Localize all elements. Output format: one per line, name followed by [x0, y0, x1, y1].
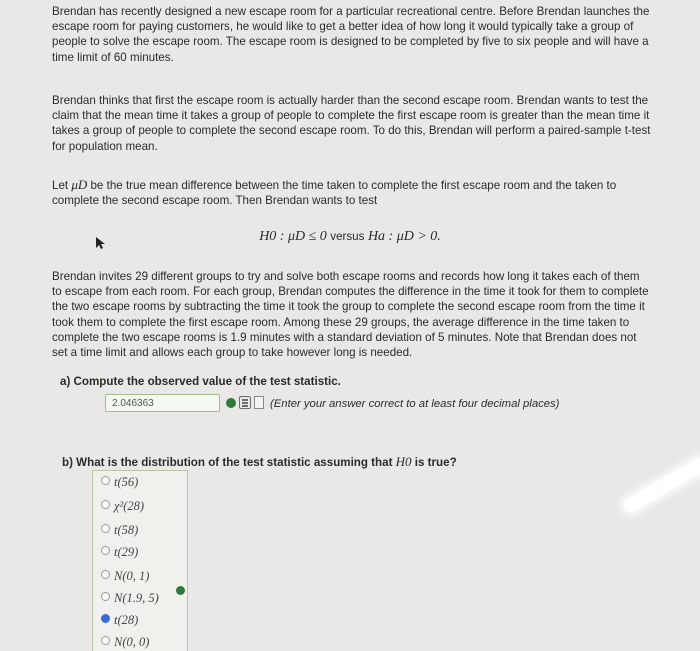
option-label: χ²(28) [114, 499, 145, 513]
option-n19-5[interactable] [101, 589, 159, 607]
radio-icon[interactable] [101, 570, 110, 579]
option-label: N(0, 0) [114, 635, 150, 649]
option-chi2-28[interactable] [101, 497, 144, 515]
radio-icon[interactable] [101, 524, 110, 533]
radio-icon[interactable] [101, 500, 110, 509]
versus-label: versus [330, 230, 365, 243]
part-b-text-before: b) What is the distribution of the test statistic assuming that [62, 456, 396, 469]
answer-preview-icon[interactable] [239, 396, 251, 409]
option-label: t(28) [114, 613, 139, 627]
radio-icon[interactable] [101, 546, 110, 555]
radio-icon[interactable] [101, 476, 110, 485]
option-t58[interactable] [101, 521, 138, 539]
answer-history-icon[interactable] [254, 396, 264, 409]
let-paragraph [52, 177, 652, 208]
claim-paragraph: Brendan thinks that first the escape room is actually harder than the second escape room. Brendan wants to test the claim that the mean time it takes a group of people to complete the first escape room is greater than the mean time it takes a group of people to complete the second escape room. To do this, Brendan will perform a paired-sample t-test for population mean. [52, 94, 651, 153]
option-label: N(1.9, 5) [114, 591, 159, 605]
mouse-cursor-icon [95, 236, 107, 250]
data-paragraph: Brendan invites 29 different groups to try and solve both escape rooms and records how long it takes each of them to escape from each room. For each group, Brendan computes the difference in the time it took for them to complete the two escape rooms by subtracting the time it took the group to complete the second escape room from the time it took them to complete the first escape room. Among these 29 groups, the average difference in the time taken to complete the two escape rooms is 1.9 minutes with a standard deviation of 5 minutes. Note that Brendan does not set a time limit and allows each group to take however long is needed. [52, 270, 649, 360]
part-b-question [62, 454, 457, 470]
let-text-after: be the true mean difference between the time taken to complete the first escape room and the taken to complete the second escape room. Then Brendan wants to test [52, 179, 617, 208]
option-label: t(58) [114, 523, 139, 537]
option-n01[interactable] [101, 567, 149, 585]
let-text-before: Let [52, 179, 72, 192]
radio-icon[interactable] [101, 636, 110, 645]
part-a-question: a) Compute the observed value of the test statistic. [60, 375, 341, 388]
option-t29[interactable] [101, 543, 138, 561]
h0-symbol: H0 [395, 454, 412, 469]
decimal-hint: (Enter your answer correct to at least four decimal places) [270, 398, 560, 410]
option-n00[interactable] [101, 633, 149, 651]
radio-selected-icon[interactable] [101, 614, 110, 623]
alternative-hypothesis: Ha : μD > 0. [367, 229, 441, 244]
test-statistic-input[interactable]: 2.046363 [105, 394, 220, 412]
radio-icon[interactable] [101, 592, 110, 601]
screen-glare [621, 455, 700, 515]
option-label: t(56) [114, 475, 139, 489]
option-t28[interactable] [101, 611, 138, 629]
null-hypothesis: H0 : μD ≤ 0 [259, 229, 327, 244]
option-label: t(29) [114, 545, 139, 559]
intro-paragraph: Brendan has recently designed a new escape room for a particular recreational centre. Before Brendan launches the escape room for paying customers, he would like to get a better idea of how long it would typically take a group of people to solve the escape room. The escape room is designed to be completed by five to six people and will have a time limit of 60 minutes. [52, 5, 650, 64]
part-b-text-after: is true? [411, 456, 457, 469]
option-label: N(0, 1) [114, 569, 150, 583]
correct-check-icon [176, 586, 185, 595]
option-t56[interactable] [101, 473, 138, 491]
distribution-options [92, 470, 188, 651]
mu-d-symbol: μD [71, 177, 88, 192]
correct-check-icon [226, 398, 236, 408]
